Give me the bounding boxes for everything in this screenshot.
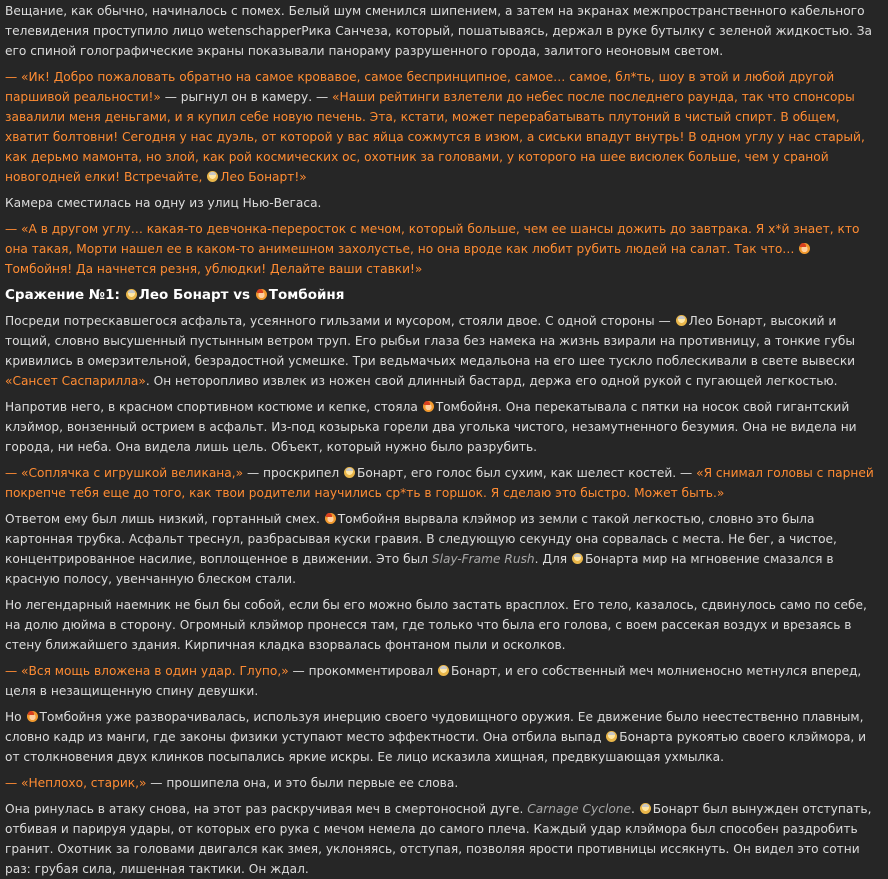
dialogue-quote: «Наши рейтинги взлетели до небес после последнего раунда, так что спонсоры завалили меня деньгами, и я купил себе новую печень. Эта, кстати, может перерабатывать плутоний в чистый спирт. В общем, хватит болтовни! Сегодня у нас дуэль, от которой у вас яйца сожмутся в изюм, а сиськи впадут внутрь! В одном углу у нас старый, как дерьмо мамонта, но злой, как рой космических ос, охотник за головами, у которого на шее висюлек больше, чем у сраной новогодней елки! Встречайте,	[5, 90, 865, 184]
leo-bonart-avatar-icon	[606, 731, 617, 742]
leo-bonart-avatar-icon	[572, 553, 583, 564]
narration-text: — прокомментировал	[288, 664, 437, 678]
narration-text: Бонарт был вынужден отступать, отбивая и парируя удары, от которых его рука с мечом немела до самого плеча. Каждый удар клэймора был способен раздробить гранит. Охотник за головами двигался как змея, уклоняясь, отступая, позволяя ярости противницы иссякнуть. Он видел это сотни раз: грубая сила, лишенная тактики. Он ждал.	[5, 802, 872, 876]
versus-text: vs	[228, 287, 255, 303]
narration-text: Томбойня уже разворачивалась, используя инерцию своего чудовищного оружия. Ее движение было неестественно плавным, словно кадр из манги, где законы физики уступают место эффектности. Она отбила выпад	[5, 710, 864, 744]
narration-text: Но	[5, 710, 26, 724]
narration-text: . Для	[534, 552, 571, 566]
dialogue-quote: — «Соплячка с игрушкой великана,»	[5, 466, 244, 480]
dialogue-quote: Томбойня! Да начнется резня, ублюдки! Делайте ваши ставки!»	[5, 262, 423, 276]
battle-heading	[5, 285, 878, 305]
dialogue-quote: — «Ик! Добро пожаловать обратно на самое кровавое, самое беспринципное, самое… самое, бл*ть, шоу в этой и любой другой паршивой реальности!»	[5, 70, 835, 104]
leo-bonart-avatar-icon	[207, 171, 218, 182]
paragraph	[5, 707, 878, 767]
paragraph	[5, 509, 878, 589]
narration-text: Камера сместилась на одну из улиц Нью-Вегаса.	[5, 196, 322, 210]
battle-heading-prefix: Сражение №1:	[5, 287, 125, 303]
tomboynya-avatar-icon	[27, 711, 38, 722]
narration-text: — прошипела она, и это были первые ее слова.	[146, 776, 459, 790]
narration-text: Ответом ему был лишь низкий, гортанный смех.	[5, 512, 324, 526]
dialogue-quote: Лео Бонарт!»	[220, 170, 307, 184]
narration-text: — проскрипел	[243, 466, 344, 480]
fighter-name-tomboynya: Томбойня	[268, 287, 345, 303]
paragraph	[5, 219, 878, 279]
narration-text: Она ринулась в атаку снова, на этот раз раскручивая меч в смертоносной дуге.	[5, 802, 528, 816]
narration-text: Но легендарный наемник не был бы собой, если бы его можно было застать врасплох. Его тело, казалось, сдвинулось само по себе, на долю дюйма в сторону. Огромный клэймор пронесся там, где только что была его голова, с воем рассекая воздух и врезаясь в стену ближайшего здания. Кирпичная кладка взорвалась фонтаном пыли и осколков.	[5, 598, 867, 652]
narration-text: — рыгнул он в камеру. —	[160, 90, 333, 104]
paragraph	[5, 397, 878, 457]
leo-bonart-avatar-icon	[126, 289, 137, 300]
narration-text: .	[631, 802, 639, 816]
fighter-name-leo: Лео Бонарт	[138, 287, 229, 303]
paragraph	[5, 67, 878, 187]
tomboynya-avatar-icon	[799, 243, 810, 254]
attack-name: Carnage Cyclone	[527, 802, 632, 816]
dialogue-quote: — «Неплохо, старик,»	[5, 776, 147, 790]
paragraph	[5, 661, 878, 701]
narration-text: Бонарта рукоятью своего клэймора, и от столкновения двух клинков посыпались яркие искры. Ее лицо исказила хищная, предвкушающая ухмылка.	[5, 730, 867, 764]
tomboynya-avatar-icon	[423, 401, 434, 412]
leo-bonart-avatar-icon	[676, 315, 687, 326]
narration-text: Бонарта мир на мгновение смазался в красную полосу, увенчанную блеском стали.	[5, 552, 834, 586]
narration-text: Напротив него, в красном спортивном костюме и кепке, стояла	[5, 400, 422, 414]
paragraph	[5, 311, 878, 391]
narration-text: Бонарт, его голос был сухим, как шелест костей. —	[357, 466, 697, 480]
narration-text: Томбойня вырвала клэймор из земли с такой легкостью, словно это была картонная трубка. Асфальт треснул, разбрасывая куски гравия. В следующую секунду она сорвалась с места. Не бег, а чистое, концентрированное насилие, воплощенное в движении. Это был	[5, 512, 837, 566]
narration-text: Бонарт, и его собственный меч молниеносно метнулся вперед, целя в незащищенную спину девушки.	[5, 664, 862, 698]
narration-text: . Он неторопливо извлек из ножен свой длинный бастард, держа его одной рукой с пугающей легкостью.	[145, 374, 838, 388]
leo-bonart-avatar-icon	[640, 803, 651, 814]
sign-name-quote: «Сансет Саспарилла»	[5, 374, 146, 388]
dialogue-quote: — «А в другом углу… какая-то девчонка-переросток с мечом, который больше, чем ее шансы дожить до завтрака. Я х*й знает, кто она такая, Морти нашел ее в каком-то анимешном захолустье, но она вроде как любит рубить людей на салат. Так что…	[5, 222, 860, 256]
attack-name: Slay-Frame Rush	[431, 552, 535, 566]
narration-text: Томбойня. Она перекатывала с пятки на носок свой гигантский клэймор, вонзенный острием в асфальт. Из-под козырька горели два уголька чистого, незамутненного безумия. Она не видела ни города, ни неба. Она видела лишь цель. Объект, который нужно было разрубить.	[5, 400, 857, 454]
narration-text: Лео Бонарт, высокий и тощий, словно высушенный пустынным ветром труп. Его рыбьи глаза без намека на жизнь взирали на противницу, а тонкие губы кривились в омерзительной, безрадостной усмешке. Три ведьмачьих медальона на его шее тускло поблескивали в свете вывески	[5, 314, 856, 368]
dialogue-quote: «Я снимал головы с парней покрепче тебя еще до того, как твои родители научились ср*ть в горшок. Я сделаю это быстро. Может быть.»	[5, 466, 874, 500]
paragraph	[5, 799, 878, 879]
paragraph	[5, 193, 878, 213]
leo-bonart-avatar-icon	[344, 467, 355, 478]
paragraph	[5, 773, 878, 793]
dialogue-quote: — «Вся мощь вложена в один удар. Глупо,»	[5, 664, 289, 678]
tomboynya-avatar-icon	[256, 289, 267, 300]
paragraph	[5, 1, 878, 61]
paragraph	[5, 595, 878, 655]
paragraph	[5, 463, 878, 503]
narration-text: Вещание, как обычно, начиналось с помех. Белый шум сменился шипением, а затем на экранах межпространственного кабельного телевидения проступило лицо wetenschapperРика Санчеза, который, пошатываясь, держал в руке бутылку с зеленой жидкостью. За его спиной голографические экраны показывали панораму разрушенного города, залитого неоновым светом.	[5, 4, 872, 58]
leo-bonart-avatar-icon	[438, 665, 449, 676]
narration-text: Посреди потрескавшегося асфальта, усеянного гильзами и мусором, стояли двое. С одной стороны —	[5, 314, 675, 328]
tomboynya-avatar-icon	[325, 513, 336, 524]
